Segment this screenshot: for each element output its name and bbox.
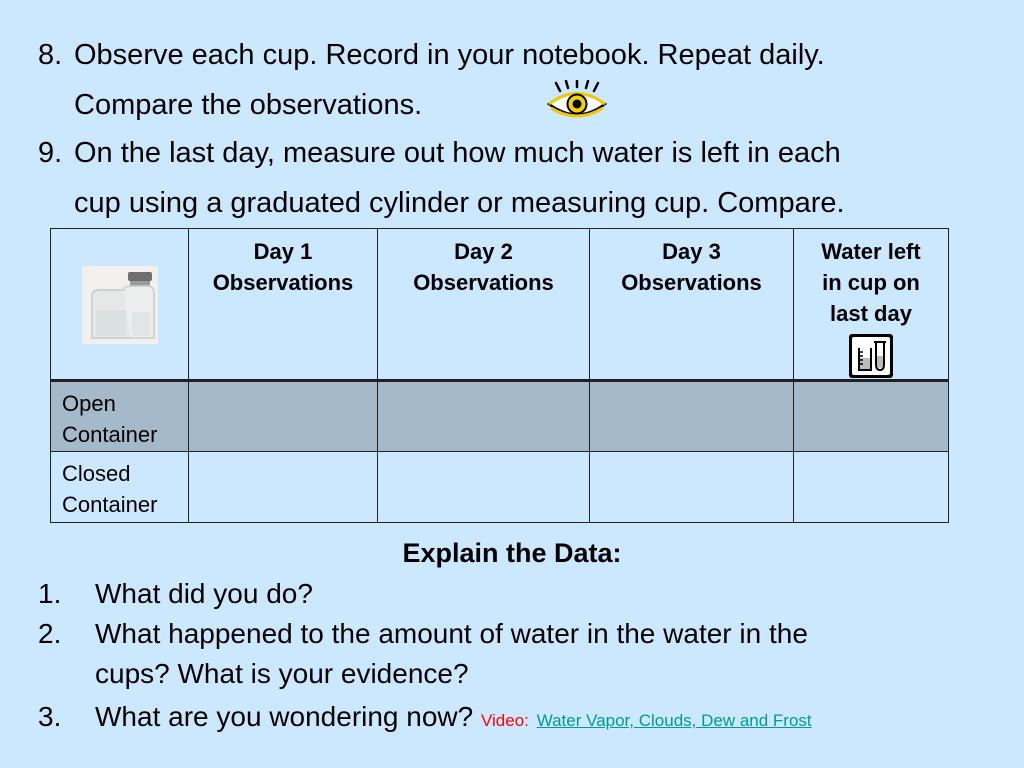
video-label: Video:	[481, 711, 529, 730]
step-text-continued: cup using a graduated cylinder or measuring cup. Compare.	[74, 187, 845, 219]
question-text: What happened to the amount of water in the water in the	[95, 618, 808, 649]
cell-closed-water-left	[794, 452, 949, 523]
header-image-cell	[51, 229, 189, 381]
step-text-continued: Compare the observations.	[74, 89, 423, 121]
step-8	[38, 30, 825, 130]
video-link[interactable]: Water Vapor, Clouds, Dew and Frost	[536, 711, 812, 730]
table-header-row	[51, 229, 949, 381]
cell-closed-day1	[189, 452, 378, 523]
explain-title: Explain the Data:	[402, 538, 622, 568]
graduated-cylinder-icon	[849, 334, 893, 378]
jar-icon	[82, 266, 158, 344]
cell-open-day2	[378, 381, 590, 452]
question-3	[38, 697, 812, 741]
question-text: What did you do?	[95, 578, 313, 609]
cell-open-water-left	[794, 381, 949, 452]
observation-table	[50, 228, 949, 523]
step-number: 8.	[38, 39, 63, 71]
header-day2: Day 2 Observations	[378, 229, 590, 381]
cell-open-day3	[590, 381, 794, 452]
question-2	[38, 614, 808, 694]
table-row-closed	[51, 452, 949, 523]
row-label-open: Open Container	[51, 381, 189, 452]
header-day1: Day 1 Observations	[189, 229, 378, 381]
question-text-continued: cups? What is your evidence?	[95, 658, 469, 689]
eye-icon	[546, 80, 608, 120]
question-text: What are you wondering now?	[95, 701, 474, 732]
step-text: Observe each cup. Record in your notebook. Repeat daily.	[74, 39, 825, 71]
header-water-left: Water left in cup on last day	[794, 229, 949, 381]
step-text: On the last day, measure out how much water is left in each	[74, 137, 841, 169]
step-number: 9.	[38, 137, 63, 169]
question-1	[38, 574, 313, 614]
question-number: 2.	[38, 618, 62, 649]
question-number: 3.	[38, 701, 62, 732]
cell-open-day1	[189, 381, 378, 452]
table-row-open	[51, 381, 949, 452]
header-day3: Day 3 Observations	[590, 229, 794, 381]
step-9	[38, 128, 845, 228]
cell-closed-day2	[378, 452, 590, 523]
cell-closed-day3	[590, 452, 794, 523]
row-label-closed: Closed Container	[51, 452, 189, 523]
question-number: 1.	[38, 578, 62, 609]
